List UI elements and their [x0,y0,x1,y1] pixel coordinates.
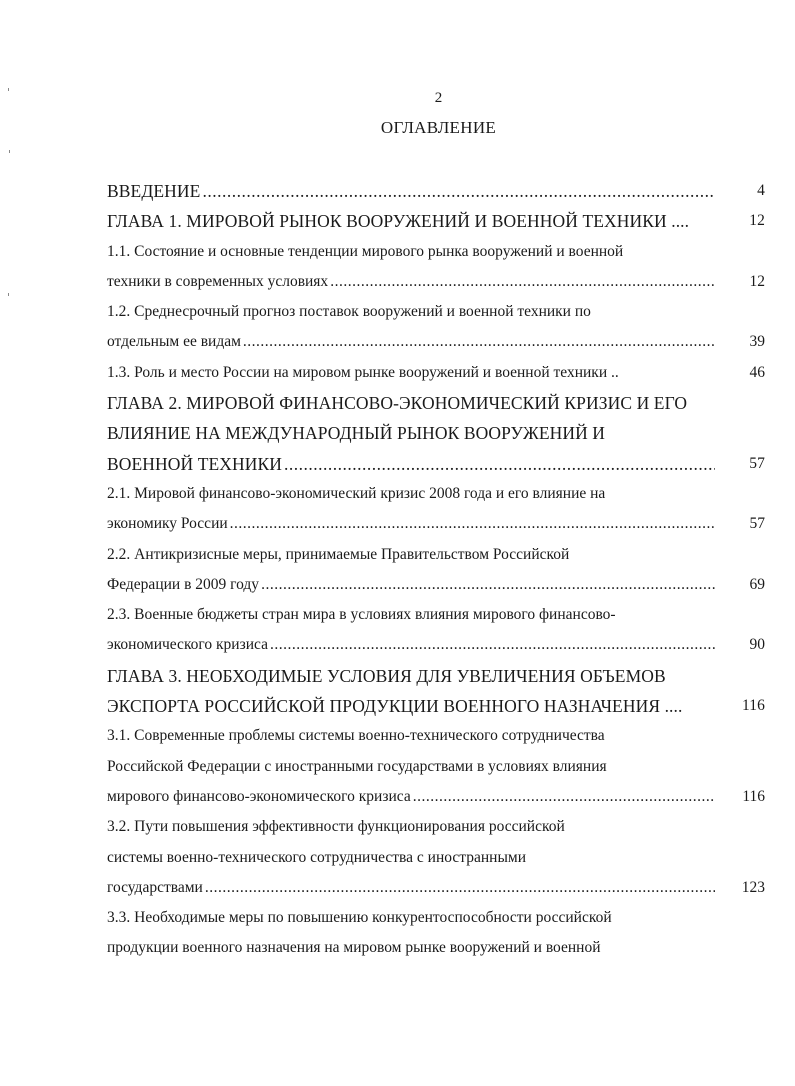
toc-section-line [107,721,765,751]
toc-page-number: 116 [742,787,765,805]
toc-page-number: 12 [749,272,765,290]
toc-leader [107,630,715,660]
toc-page-number: 57 [749,454,765,472]
toc-chapter-line [107,176,765,206]
toc-section-line [107,933,765,963]
toc-section-line [107,752,765,782]
toc-entry-text: ГЛАВА 1. МИРОВОЙ РЫНОК ВООРУЖЕНИЙ И ВОЕННОЙ ТЕХНИКИ .... [107,211,690,232]
toc-entry-text: государствами [107,878,203,896]
scan-speck [8,293,9,296]
toc-chapter-line [107,449,765,479]
dot-leader [205,873,715,903]
toc-entry-text: экономику России [107,515,228,533]
toc-section-line [107,570,765,600]
toc-entry-text: продукции военного назначения на мировом рынке вооружений и военной [107,939,601,957]
toc-section-line [107,903,765,933]
toc-entry-text: 2.2. Антикризисные меры, принимаемые Правительством Российской [107,545,570,563]
toc-section-line [107,782,765,812]
toc-section-line [107,267,765,297]
toc-entry-text: Российской Федерации с иностранными государствами в условиях влияния [107,757,607,775]
toc-entry-text: 2.3. Военные бюджеты стран мира в условиях влияния мирового финансово- [107,606,616,624]
dot-leader [284,449,715,479]
toc-chapter-line [107,388,765,418]
dot-leader [243,327,715,357]
toc-section-line [107,479,765,509]
toc-chapter-line [107,206,765,236]
toc-section-line [107,812,765,842]
toc-leader [107,449,715,479]
toc-page-number: 90 [749,636,765,654]
toc-section-line [107,600,765,630]
toc-entry-text: мирового финансово-экономического кризиса [107,787,411,805]
dot-leader [413,782,715,812]
toc-section-line [107,327,765,357]
dot-leader [330,267,715,297]
toc-entry-text: ВЛИЯНИЕ НА МЕЖДУНАРОДНЫЙ РЫНОК ВООРУЖЕНИЙ И [107,423,606,444]
toc-section-line [107,540,765,570]
toc-entry-text: 3.2. Пути повышения эффективности функционирования российской [107,818,565,836]
toc-entry-text: ВВЕДЕНИЕ [107,181,201,201]
toc-section-line [107,630,765,660]
dot-leader [270,630,715,660]
toc-entry-text: 1.3. Роль и место России на мировом рынке вооружений и военной техники .. [107,363,619,381]
toc-entry-text: ВОЕННОЙ ТЕХНИКИ [107,453,283,474]
toc-entry-text: экономического кризиса [107,636,268,654]
toc-chapter-line [107,661,765,691]
toc-entry-text: Федерации в 2009 году [107,575,260,593]
toc-page-number: 69 [749,575,765,593]
toc-entry-text: 3.3. Необходимые меры по повышению конкурентоспособности российской [107,909,612,927]
toc-entry-text: системы военно-технического сотрудничества с иностранными [107,848,526,866]
toc-leader [107,327,715,357]
dot-leader [202,176,715,206]
toc-section-line [107,358,765,388]
toc-entry-text: 1.2. Среднесрочный прогноз поставок вооружений и военной техники по [107,303,591,321]
page-number: 2 [434,90,443,106]
toc-leader [107,176,715,206]
toc-entry-text: ГЛАВА 3. НЕОБХОДИМЫЕ УСЛОВИЯ ДЛЯ УВЕЛИЧЕНИЯ ОБЪЕМОВ [107,665,666,686]
table-of-contents [107,176,765,964]
toc-entry-text: отдельным ее видам [107,333,241,351]
toc-section-line [107,843,765,873]
toc-page-number: 46 [749,363,765,381]
toc-entry-text: 3.1. Современные проблемы системы военно-технического сотрудничества [107,727,605,745]
dot-leader [261,570,715,600]
toc-leader [107,782,715,812]
toc-page-number: 57 [749,515,765,533]
toc-page-number: 39 [749,333,765,351]
dot-leader [230,509,715,539]
toc-section-line [107,237,765,267]
toc-entry-text: ГЛАВА 2. МИРОВОЙ ФИНАНСОВО-ЭКОНОМИЧЕСКИЙ КРИЗИС И ЕГО [107,393,688,414]
toc-chapter-line [107,691,765,721]
toc-leader [107,267,715,297]
toc-page-number: 4 [757,182,765,199]
toc-section-line [107,509,765,539]
toc-title: ОГЛАВЛЕНИЕ [380,118,497,137]
scan-speck [8,88,9,91]
toc-page-number: 116 [742,697,765,715]
toc-chapter-line [107,418,765,448]
toc-section-line [107,873,765,903]
toc-entry-text: ЭКСПОРТА РОССИЙСКОЙ ПРОДУКЦИИ ВОЕННОГО НАЗНАЧЕНИЯ .... [107,696,683,717]
toc-section-line [107,297,765,327]
toc-entry-text: 1.1. Состояние и основные тенденции мирового рынка вооружений и военной [107,242,624,260]
toc-page-number: 123 [741,878,765,896]
toc-entry-text: техники в современных условиях [107,272,329,290]
toc-leader [107,873,715,903]
toc-page-number: 12 [749,212,765,230]
scan-speck [9,150,10,153]
toc-leader [107,570,715,600]
toc-entry-text: 2.1. Мировой финансово-экономический кризис 2008 года и его влияние на [107,484,606,502]
toc-leader [107,509,715,539]
